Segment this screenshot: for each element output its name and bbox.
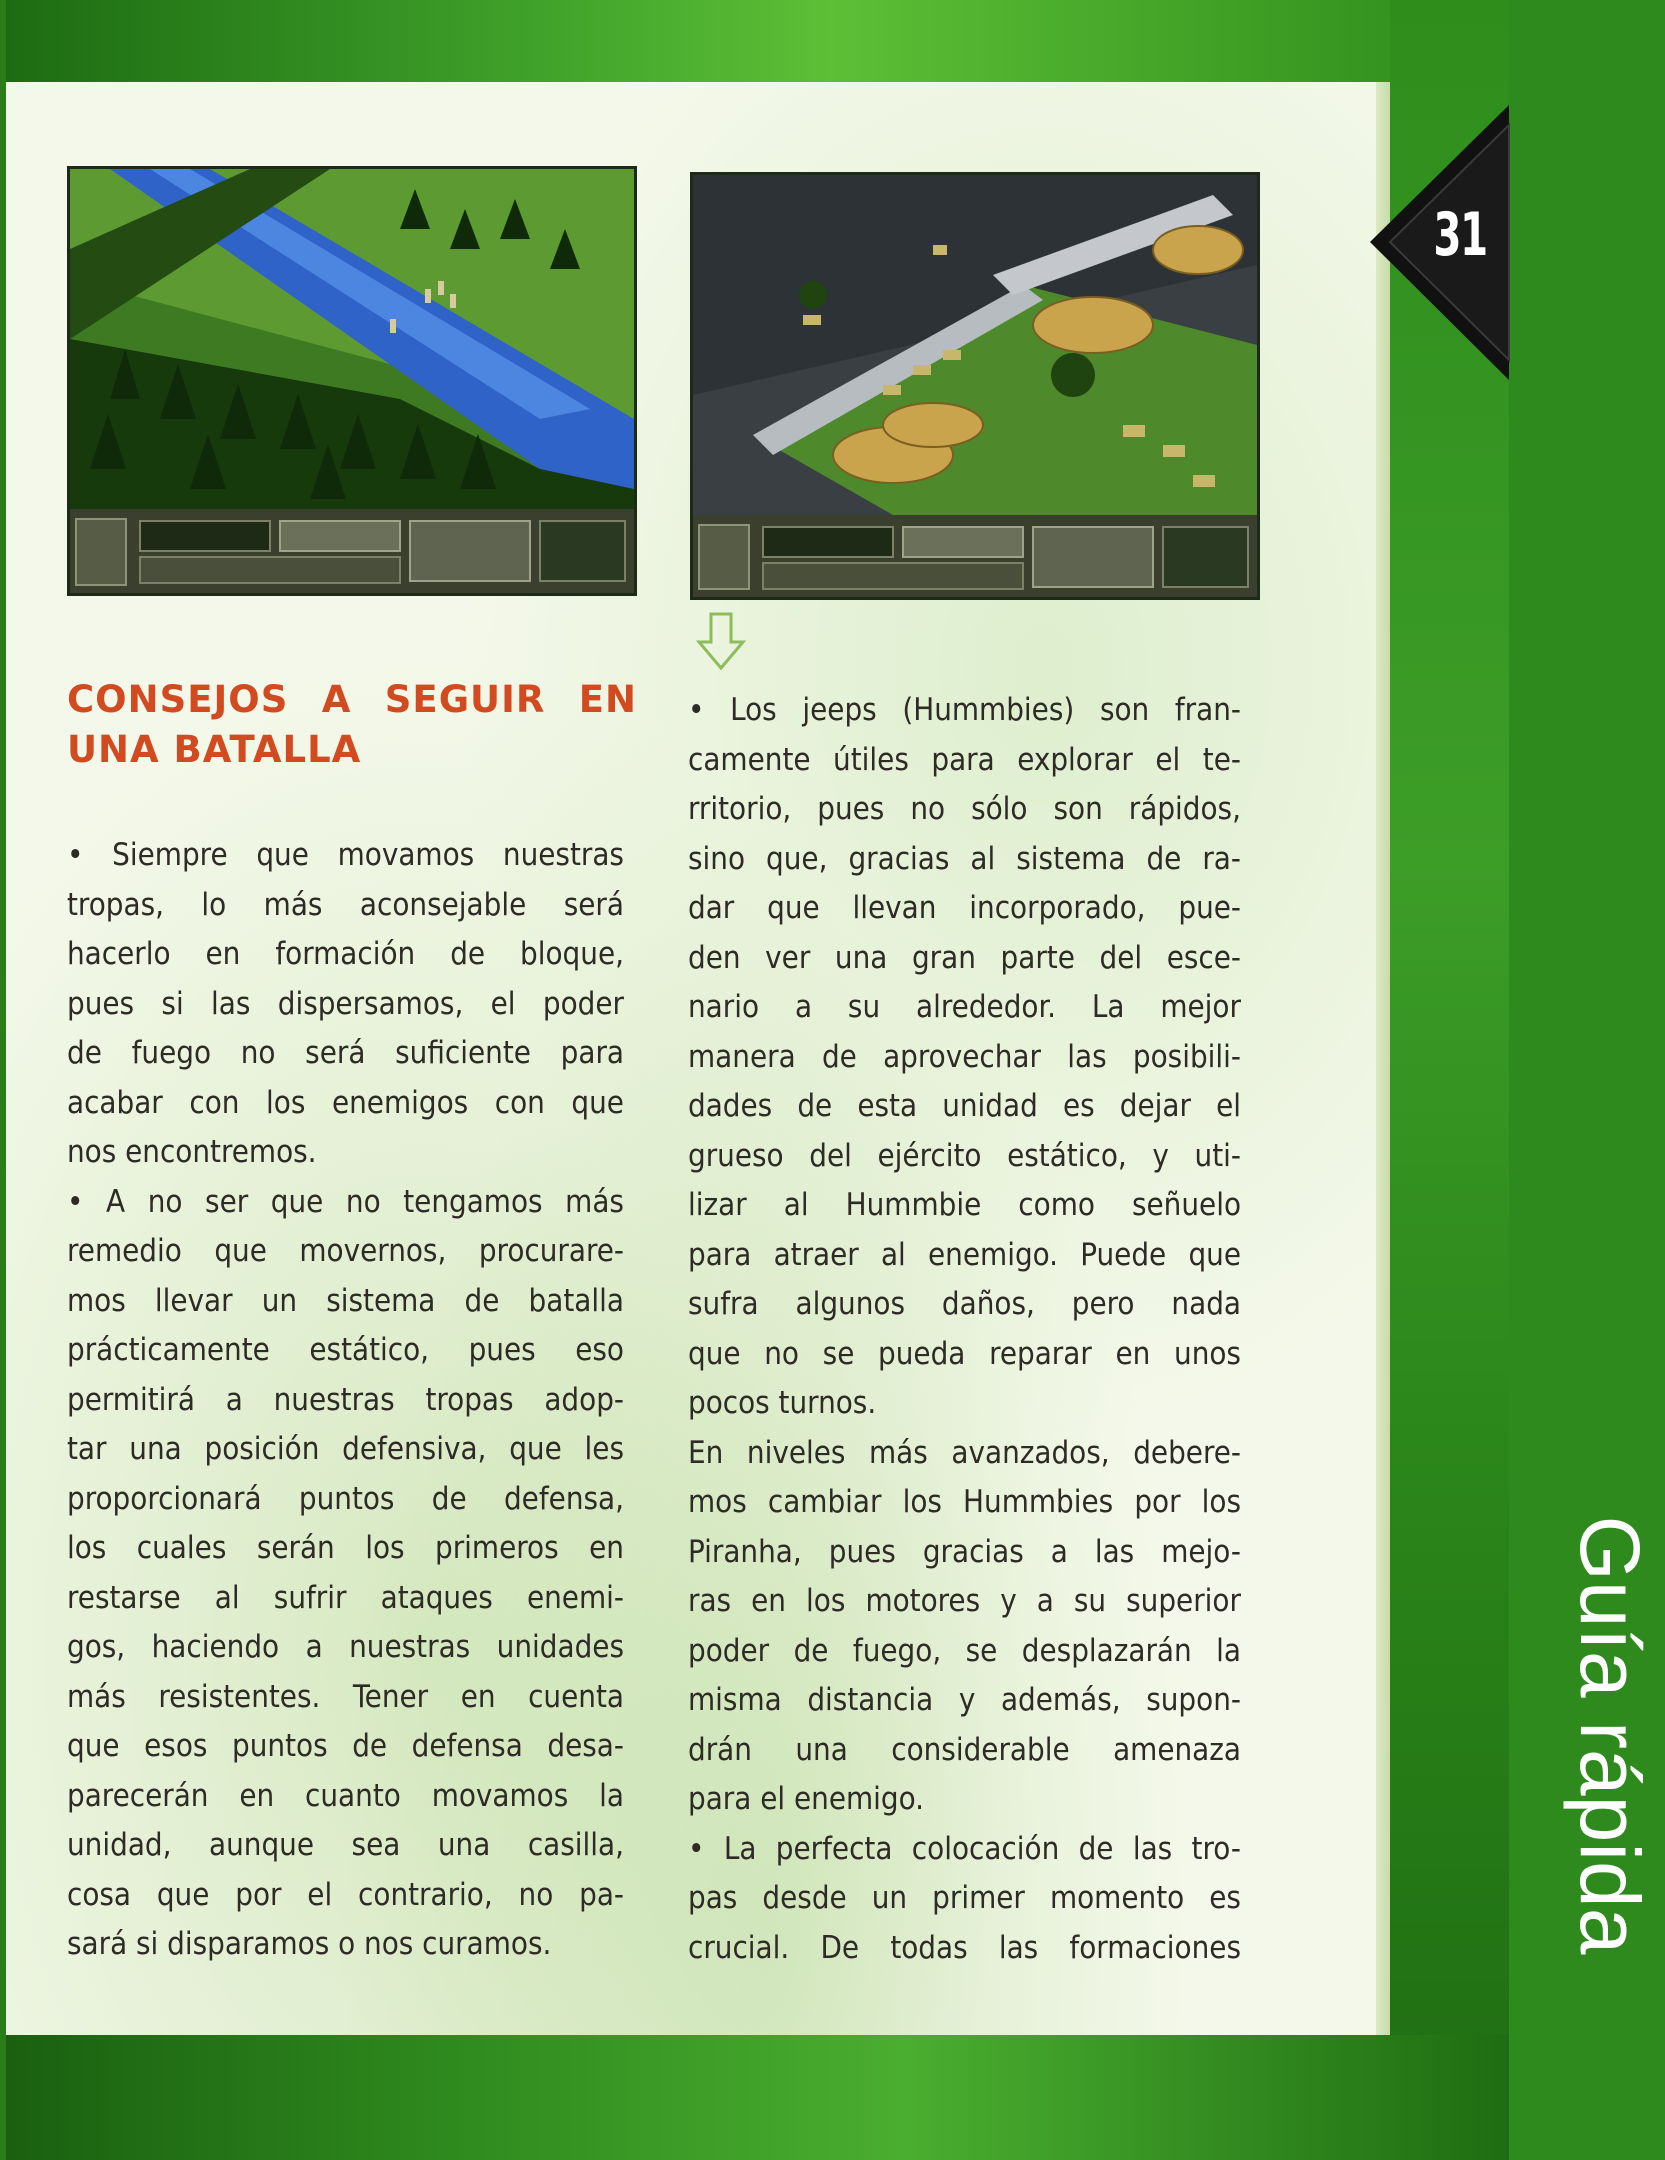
text-line: pues si las dispersamos, el poder <box>67 985 624 1022</box>
text-line: • A no ser que no tengamos más <box>67 1183 624 1220</box>
text-line: unidad, aunque sea una casilla, <box>67 1827 624 1863</box>
text-line: mos cambiar los Hummbies por los <box>688 1484 1241 1520</box>
text-line: nario a su alrededor. La mejor <box>688 989 1241 1025</box>
text-line: tar una posición defensiva, que les <box>67 1431 624 1467</box>
right-column-text <box>688 686 1241 1973</box>
text-line: rritorio, pues no sólo son rápidos, <box>688 791 1241 827</box>
text-line: dar que llevan incorporado, pue- <box>688 890 1241 926</box>
text-line: sino que, gracias al sistema de ra- <box>688 840 1241 877</box>
screenshot-river-battlefield <box>67 166 637 596</box>
heading-line-2: UNA BATALLA <box>67 728 362 771</box>
text-line: ras en los motores y a su superior <box>688 1583 1241 1619</box>
text-line: grueso del ejército estático, y uti- <box>688 1137 1241 1174</box>
text-line: lizar al Hummbie como señuelo <box>688 1187 1241 1223</box>
text-line: para atraer al enemigo. Puede que <box>688 1236 1241 1273</box>
frame-bottom <box>0 2035 1509 2160</box>
text-line: En niveles más avanzados, debere- <box>688 1434 1241 1471</box>
text-line: remedio que movernos, procurare- <box>67 1233 624 1269</box>
text-line: más resistentes. Tener en cuenta <box>67 1678 624 1715</box>
text-line: sufra algunos daños, pero nada <box>688 1286 1241 1322</box>
text-line: tropas, lo más aconsejable será <box>67 886 624 923</box>
text-line: • Los jeeps (Hummbies) son fran- <box>688 692 1241 728</box>
screenshot-military-base <box>690 172 1260 600</box>
text-line: • La perfecta colocación de las tro- <box>688 1830 1241 1867</box>
section-heading <box>67 675 637 775</box>
text-line: misma distancia y además, supon- <box>688 1682 1241 1718</box>
text-line: manera de aprovechar las posibili- <box>688 1038 1241 1075</box>
text-line: proporcionará puntos de defensa, <box>67 1480 624 1517</box>
text-line: Piranha, pues gracias a las mejo- <box>688 1533 1241 1570</box>
text-line: de fuego no será suficiente para <box>67 1035 624 1071</box>
section-title: Guía rápida <box>1563 1515 1657 1955</box>
text-line: que no se pueda reparar en unos <box>688 1335 1241 1372</box>
text-line: restarse al sufrir ataques enemi- <box>67 1579 624 1616</box>
text-line: para el enemigo. <box>688 1781 924 1817</box>
text-line: poder de fuego, se desplazarán la <box>688 1632 1241 1669</box>
text-line: acabar con los enemigos con que <box>67 1084 624 1121</box>
text-line: hacerlo en formación de bloque, <box>67 936 624 972</box>
text-line: dades de esta unidad es dejar el <box>688 1088 1241 1124</box>
page-number: 31 <box>1433 200 1487 270</box>
text-line: cosa que por el contrario, no pa- <box>67 1876 624 1913</box>
text-line: gos, haciendo a nuestras unidades <box>67 1629 624 1665</box>
text-line: pocos turnos. <box>688 1385 877 1421</box>
heading-line-1: CONSEJOS A SEGUIR EN <box>67 678 637 721</box>
text-line: sará si disparamos o nos curamos. <box>67 1926 552 1962</box>
text-line: que esos puntos de defensa desa- <box>67 1728 624 1764</box>
text-line: permitirá a nuestras tropas adop- <box>67 1381 624 1418</box>
text-line: crucial. De todas las formaciones <box>688 1929 1241 1966</box>
left-column-text <box>67 831 624 1970</box>
text-line: • Siempre que movamos nuestras <box>67 837 624 873</box>
down-arrow-icon <box>697 612 745 672</box>
text-line: nos encontremos. <box>67 1134 317 1170</box>
text-line: drán una considerable amenaza <box>688 1731 1241 1768</box>
text-line: los cuales serán los primeros en <box>67 1530 624 1566</box>
text-line: camente útiles para explorar el te- <box>688 741 1241 778</box>
text-line: pas desde un primer momento es <box>688 1880 1241 1916</box>
text-line: parecerán en cuanto movamos la <box>67 1777 624 1814</box>
frame-top <box>0 0 1509 82</box>
text-line: prácticamente estático, pues eso <box>67 1332 624 1368</box>
text-line: den ver una gran parte del esce- <box>688 939 1241 976</box>
text-line: mos llevar un sistema de batalla <box>67 1282 624 1319</box>
